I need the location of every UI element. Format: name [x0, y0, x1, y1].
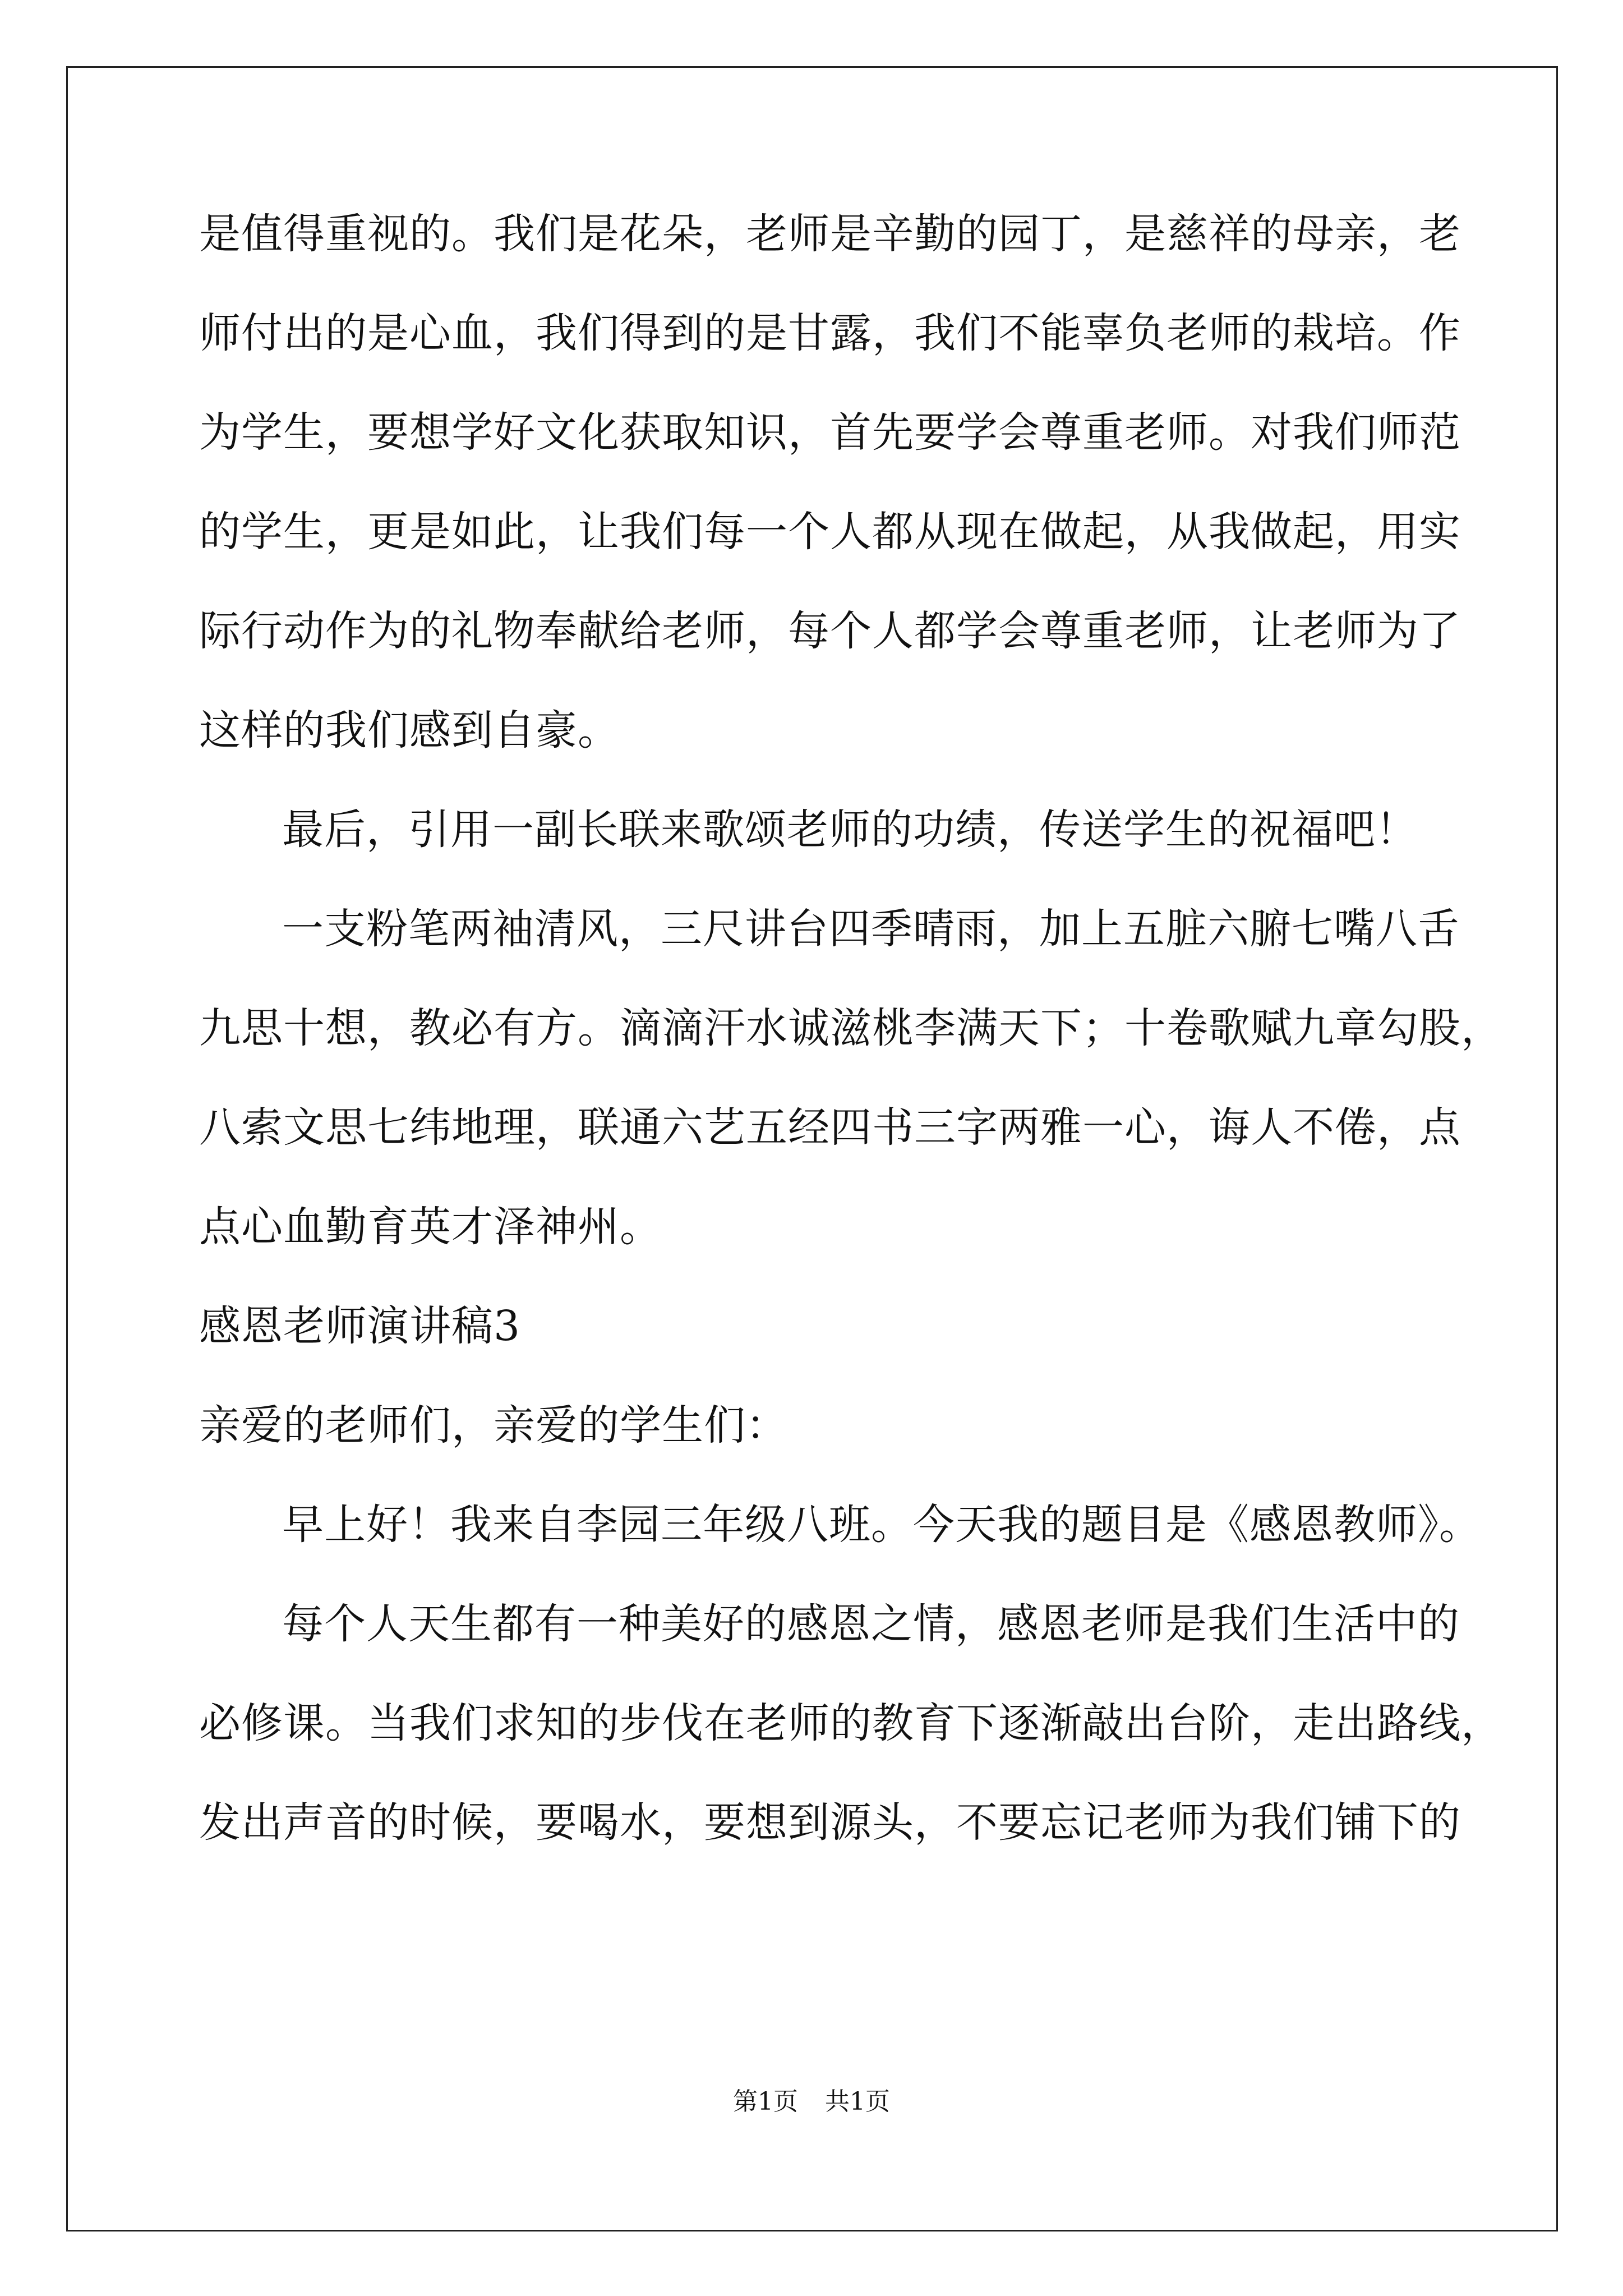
text-line: 九思十想，教必有方。滴滴汗水诚滋桃李满天下；十卷歌赋九章勾股，: [199, 1004, 1503, 1052]
text-line: 点心血勤育英才泽神州。: [199, 1203, 662, 1251]
text-line: 必修课。当我们求知的步伐在老师的教育下逐渐敲出台阶，走出路线，: [199, 1699, 1503, 1747]
page-number: 第1页: [733, 2087, 798, 2116]
salutation: 亲爱的老师们，亲爱的学生们：: [199, 1401, 788, 1450]
page-count: 共1页: [825, 2087, 890, 2116]
text-line: 是值得重视的。我们是花朵，老师是辛勤的园丁，是慈祥的母亲，老: [199, 210, 1461, 258]
page-footer: [0, 2087, 1623, 2116]
paragraph-first-line: 早上好！我来自李园三年级八班。今天我的题目是《感恩教师》。: [282, 1501, 1481, 1549]
text-line: 的学生，更是如此，让我们每一个人都从现在做起，从我做起，用实: [199, 508, 1461, 556]
paragraph-first-line: 一支粉笔两袖清风，三尺讲台四季晴雨，加上五脏六腑七嘴八舌: [282, 905, 1460, 953]
text-line: 为学生，要想学好文化获取知识，首先要学会尊重老师。对我们师范: [199, 408, 1461, 457]
text-line: 这样的我们感到自豪。: [199, 706, 620, 754]
text-line: 际行动作为的礼物奉献给老师，每个人都学会尊重老师，让老师为了: [199, 607, 1461, 655]
text-line: 八索文思七纬地理，联通六艺五经四书三字两雅一心，诲人不倦，点: [199, 1103, 1461, 1152]
paragraph-first-line: 每个人天生都有一种美好的感恩之情，感恩老师是我们生活中的: [282, 1600, 1460, 1648]
document-body: [199, 210, 1503, 1901]
section-heading: 感恩老师演讲稿3: [199, 1302, 521, 1350]
text-line: 发出声音的时候，要喝水，要想到源头，不要忘记老师为我们铺下的: [199, 1798, 1461, 1847]
paragraph-first-line: 最后，引用一副长联来歌颂老师的功绩，传送学生的祝福吧！: [282, 806, 1418, 854]
text-line: 师付出的是心血，我们得到的是甘露，我们不能辜负老师的栽培。作: [199, 309, 1461, 357]
